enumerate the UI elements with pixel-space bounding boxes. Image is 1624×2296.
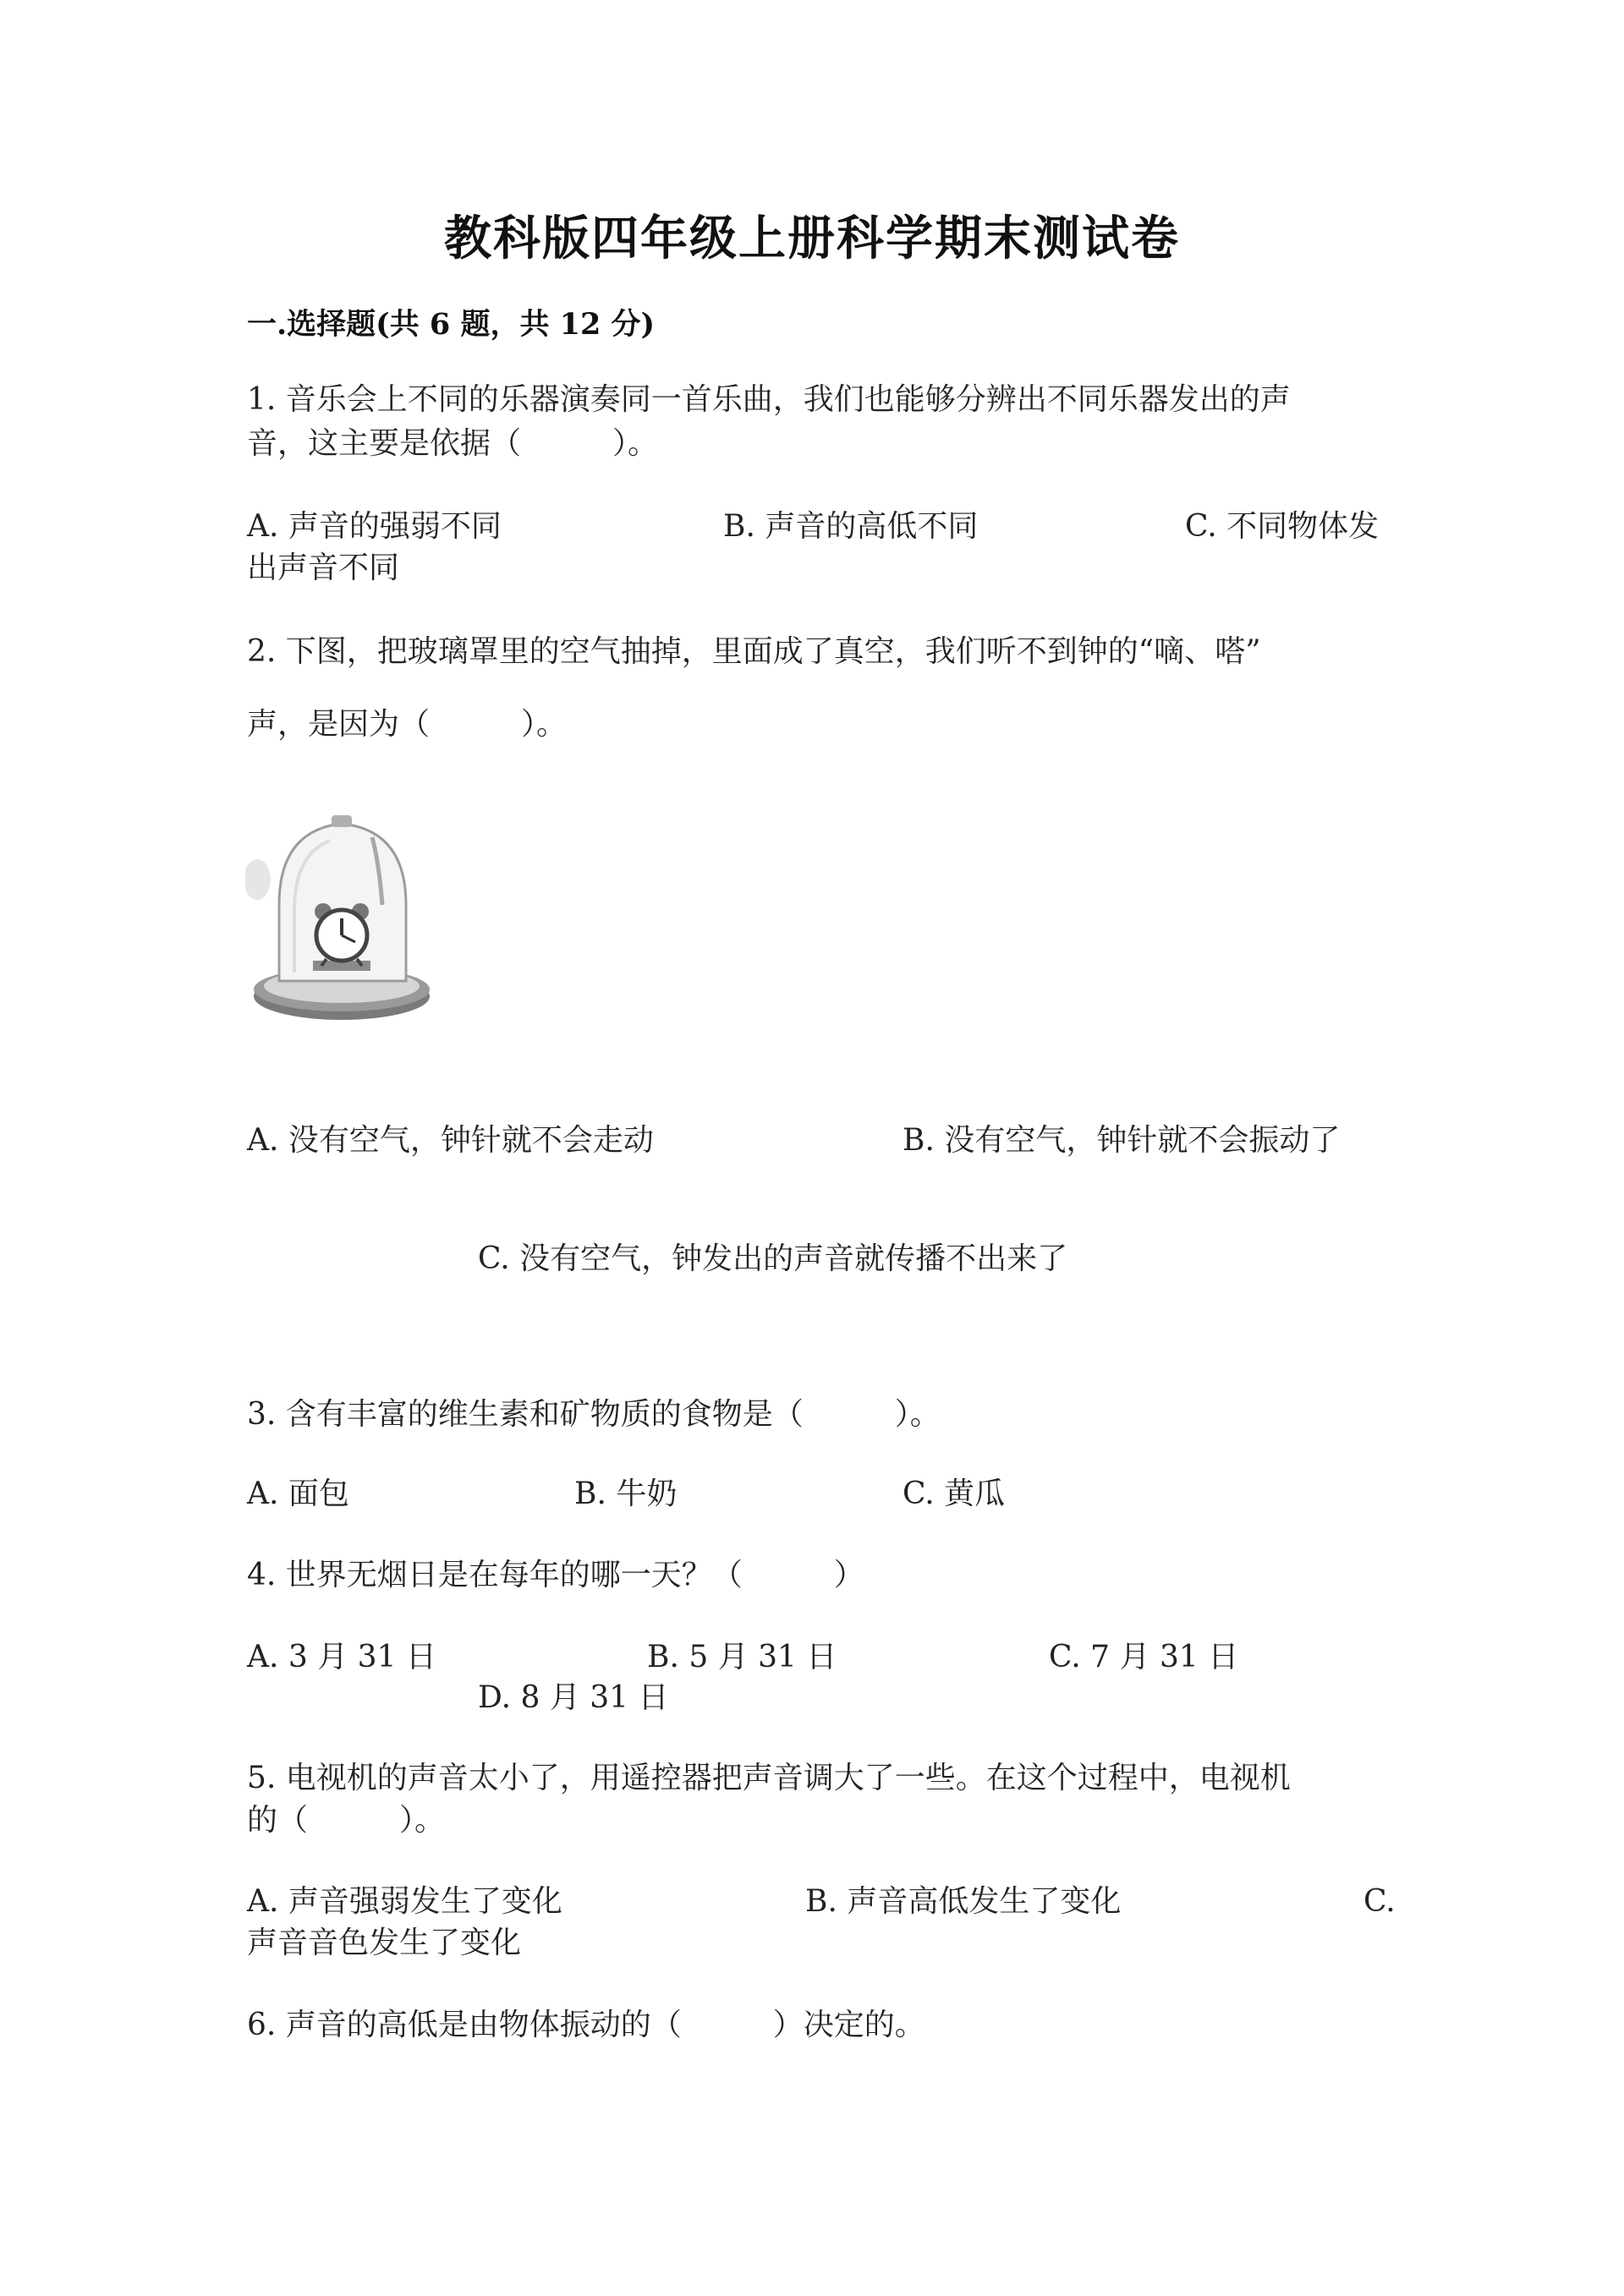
- question-3-stem: 3. 含有丰富的维生素和矿物质的食物是（ ）。: [247, 1397, 941, 1432]
- question-1-stem-line-2: 音，这主要是依据（ ）。: [247, 426, 659, 461]
- background-smudge: [245, 859, 271, 900]
- question-2-option-b: B. 没有空气，钟针就不会振动了: [903, 1123, 1341, 1158]
- question-5-option-b: B. 声音高低发生了变化: [805, 1884, 1122, 1919]
- question-6-stem: 6. 声音的高低是由物体振动的（ ）决定的。: [247, 2008, 925, 2042]
- bell-jar-alarm-clock-figure: [245, 812, 445, 1028]
- page-title: 教科版四年级上册科学期末测试卷: [444, 211, 1180, 266]
- question-3-option-b: B. 牛奶: [574, 1477, 678, 1511]
- question-3-option-a: A. 面包: [247, 1477, 349, 1511]
- question-4-option-d: D. 8 月 31 日: [478, 1680, 669, 1715]
- question-4-option-b: B. 5 月 31 日: [647, 1640, 837, 1674]
- question-4-option-c: C. 7 月 31 日: [1049, 1640, 1239, 1674]
- question-2-stem-line-2: 声，是因为（ ）。: [247, 707, 568, 742]
- question-1-stem-line-1: 1. 音乐会上不同的乐器演奏同一首乐曲，我们也能够分辨出不同乐器发出的声: [247, 382, 1291, 417]
- question-2-option-a: A. 没有空气，钟针就不会走动: [247, 1123, 654, 1158]
- question-2-option-c: C. 没有空气，钟发出的声音就传播不出来了: [478, 1241, 1068, 1276]
- question-1-option-a: A. 声音的强弱不同: [247, 509, 502, 544]
- question-5-option-a: A. 声音强弱发生了变化: [247, 1884, 562, 1919]
- question-4-option-a: A. 3 月 31 日: [247, 1640, 436, 1674]
- question-5-stem-line-2: 的（ ）。: [247, 1803, 446, 1838]
- question-1-option-c: C. 不同物体发: [1185, 509, 1380, 544]
- question-3-option-c: C. 黄瓜: [903, 1477, 1006, 1511]
- section-heading: 一.选择题(共 6 题，共 12 分): [247, 307, 656, 342]
- question-5-option-c: C.: [1363, 1884, 1396, 1919]
- question-1-option-b: B. 声音的高低不同: [723, 509, 979, 544]
- question-4-stem: 4. 世界无烟日是在每年的哪一天？（ ）: [247, 1558, 864, 1592]
- question-5-stem-line-1: 5. 电视机的声音太小了，用遥控器把声音调大了一些。在这个过程中，电视机: [247, 1761, 1291, 1795]
- bell-jar-knob: [332, 815, 352, 827]
- question-2-stem-line-1: 2. 下图，把玻璃罩里的空气抽掉，里面成了真空，我们听不到钟的“嘀、嗒”: [247, 634, 1261, 669]
- question-1-option-c-continued: 出声音不同: [247, 551, 400, 585]
- question-5-option-c-continued: 声音音色发生了变化: [247, 1926, 522, 1960]
